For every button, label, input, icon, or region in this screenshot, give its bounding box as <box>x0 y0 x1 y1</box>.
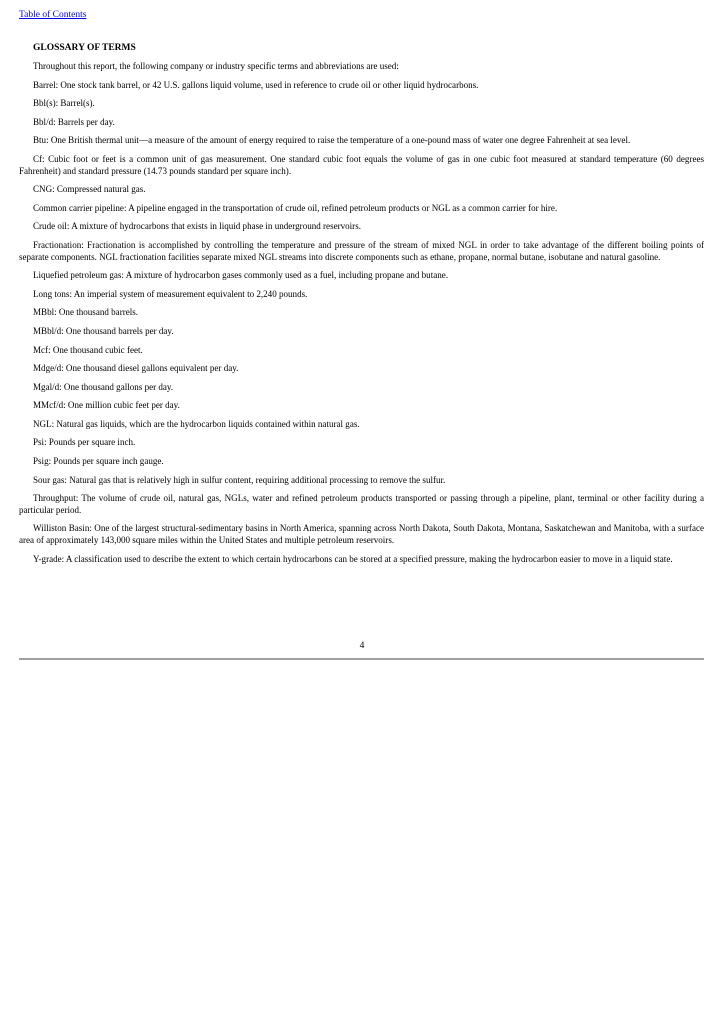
glossary-term-psig: Psig: Pounds per square inch gauge. <box>33 456 164 467</box>
glossary-intro: Throughout this report, the following company or industry specific terms and abbreviations are used: <box>33 61 399 71</box>
glossary-term-long-tons: Long tons: An imperial system of measurement equivalent to 2,240 pounds. <box>33 288 308 299</box>
glossary-term-fractionation: Fractionation: Fractionation is accomplished by controlling the temperature and pressure of the stream of mixed NGL in order to take advantage of the different boiling points of separate components. NGL fractionation facilities separate mixed NGL streams into discrete components such as ethane, propane, normal butane, isobutane and natural gasoline. <box>19 239 704 262</box>
glossary-term-mcf: Mcf: One thousand cubic feet. <box>33 344 143 355</box>
glossary-term-mbbl-d: MBbl/d: One thousand barrels per day. <box>33 325 174 336</box>
glossary-term-btu: Btu: One British thermal unit—a measure of the amount of energy required to raise the temperature of a one-pound mass of water one degree Fahrenheit at sea level. <box>33 135 631 146</box>
glossary-term-common-carrier-pipeline: Common carrier pipeline: A pipeline engaged in the transportation of crude oil, refined petroleum products or NGL as a common carrier for hire. <box>33 202 558 213</box>
glossary-term-mmcf-d: MMcf/d: One million cubic feet per day. <box>33 400 180 411</box>
glossary-term-mdge-d: Mdge/d: One thousand diesel gallons equivalent per day. <box>33 363 239 374</box>
glossary-heading: GLOSSARY OF TERMS <box>33 43 136 53</box>
table-of-contents-link[interactable]: Table of Contents <box>19 10 87 20</box>
glossary-term-mgal-d: Mgal/d: One thousand gallons per day. <box>33 381 174 392</box>
glossary-term-cf: Cf: Cubic foot or feet is a common unit of gas measurement. One standard cubic foot equals the volume of gas in one cubic foot measured at standard temperature (60 degrees Fahrenheit) and standard pressure (14.73 pounds standard per square inch). <box>19 153 704 176</box>
glossary-term-ngl: NGL: Natural gas liquids, which are the hydrocarbon liquids contained within natural gas. <box>33 418 360 429</box>
glossary-term-bbls: Bbl(s): Barrel(s). <box>33 98 95 109</box>
glossary-term-sour-gas: Sour gas: Natural gas that is relatively high in sulfur content, requiring additional processing to remove the sulfur. <box>33 474 446 485</box>
glossary-term-williston-basin: Williston Basin: One of the largest structural-sedimentary basins in North America, spanning across North Dakota, South Dakota, Montana, Saskatchewan and Manitoba, with a surface area of approximately 143,000 square miles within the United States and multiple petroleum reservoirs. <box>19 523 704 546</box>
glossary-term-y-grade: Y-grade: A classification used to describe the extent to which certain hydrocarbons can be stored at a specified pressure, making the hydrocarbon easier to move in a liquid state. <box>33 553 673 564</box>
glossary-section <box>19 42 704 572</box>
page-divider <box>19 658 704 660</box>
glossary-term-bbl-d: Bbl/d: Barrels per day. <box>33 116 115 127</box>
glossary-term-cng: CNG: Compressed natural gas. <box>33 184 146 195</box>
glossary-term-mbbl: MBbl: One thousand barrels. <box>33 307 139 318</box>
glossary-term-throughput: Throughput: The volume of crude oil, natural gas, NGLs, water and refined petroleum products transported or passing through a pipeline, plant, terminal or other facility during a particular period. <box>19 493 704 515</box>
glossary-term-crude-oil: Crude oil: A mixture of hydrocarbons that exists in liquid phase in underground reservoirs. <box>33 221 361 232</box>
glossary-term-psi: Psi: Pounds per square inch. <box>33 437 136 448</box>
page-number: 4 <box>359 641 365 651</box>
glossary-term-barrel: Barrel: One stock tank barrel, or 42 U.S. gallons liquid volume, used in reference to crude oil or other liquid hydrocarbons. <box>33 79 479 90</box>
glossary-term-liquefied-petroleum-gas: Liquefied petroleum gas: A mixture of hydrocarbon gases commonly used as a fuel, including propane and butane. <box>33 270 449 281</box>
